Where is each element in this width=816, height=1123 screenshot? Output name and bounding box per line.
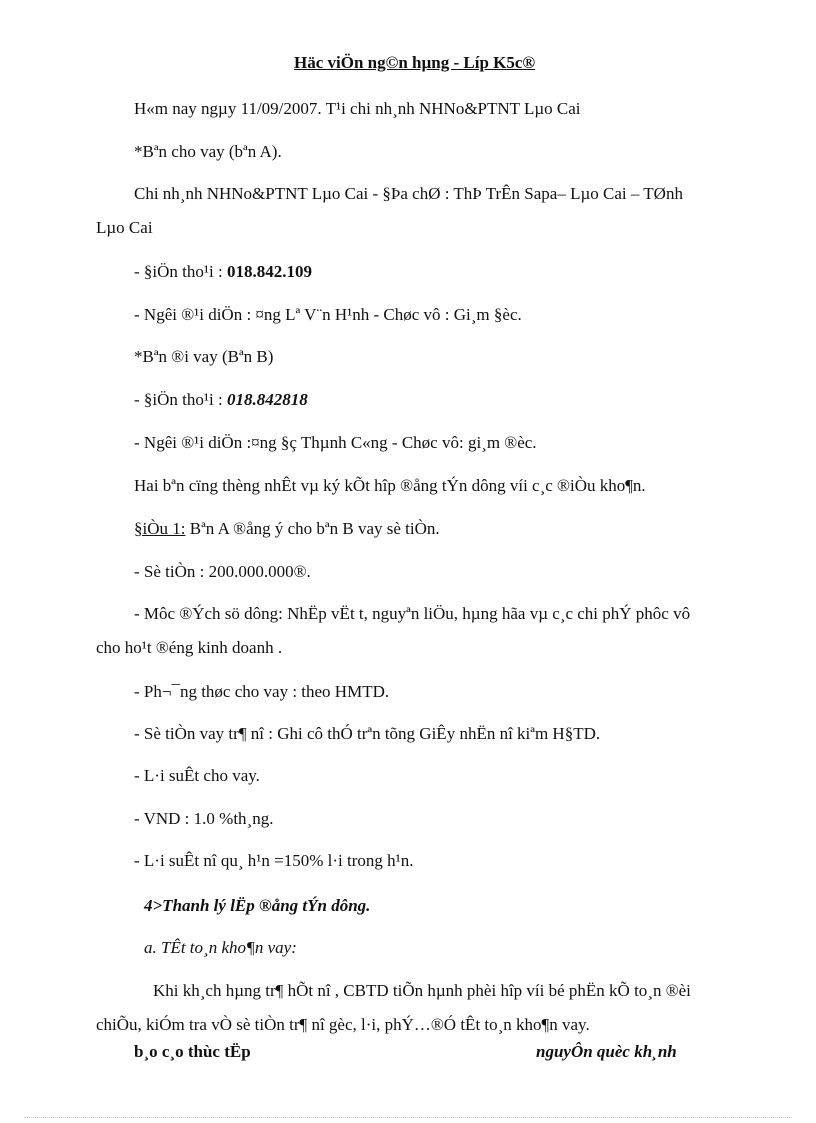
- lender-address-cont: Lµo Cai: [96, 218, 153, 237]
- loan-amount: - Sè tiÒn : 200.000.000®.: [134, 562, 311, 581]
- borrower-phone: [134, 389, 308, 411]
- agreement-statement: Hai bªn cïng thèng nhÊt vµ ký kÕt hîp ®ång tÝn dông víi c¸c ®iÒu kho¶n.: [134, 476, 646, 495]
- subsection-a-heading: a. TÊt to¸n kho¶n vay:: [144, 938, 297, 957]
- footer-report-label: b¸o c¸o thùc tËp: [134, 1042, 251, 1061]
- interest-rate-heading: - L·i suÊt cho vay.: [134, 766, 260, 785]
- section-4-heading: 4>Thanh lý lËp ®ång tÝn dông.: [144, 896, 371, 915]
- settlement-paragraph-cont: chiÕu, kiÓm tra vÒ sè tiÒn tr¶ nî gèc, l·i, phÝ…®Ó tÊt to¸n kho¶n vay.: [96, 1015, 590, 1034]
- article-1-text: Bªn A ®ång ý cho bªn B vay sè tiÒn.: [185, 519, 440, 538]
- footer-divider: [24, 1117, 792, 1118]
- lender-phone-number: 018.842.109: [226, 262, 312, 281]
- lender-heading: *Bªn cho vay (bªn A).: [134, 142, 282, 161]
- lender-phone-label: - §iÖn tho¹i :: [134, 262, 227, 281]
- article-1: [134, 518, 440, 540]
- borrower-representative: - Ngêi ®¹i diÖn :¤ng §ç Thµnh C«ng - Chøc vô: gi¸m ®èc.: [134, 433, 537, 452]
- footer-author-name: nguyÔn quèc kh¸nh: [536, 1042, 677, 1061]
- lender-representative: - Ngêi ®¹i diÖn : ¤ng Lª V¨n H¹nh - Chøc vô : Gi¸m §èc.: [134, 305, 522, 324]
- lender-address: Chi nh¸nh NHNo&PTNT Lµo Cai - §Þa chØ : ThÞ TrÊn Sapa– Lµo Cai – TØnh: [134, 184, 683, 203]
- settlement-paragraph: Khi kh¸ch hµng tr¶ hÕt nî , CBTD tiÕn hµnh phèi hîp víi bé phËn kÕ to¸n ®èi: [153, 981, 691, 1000]
- loan-purpose: - Môc ®Ých sö dông: NhËp vËt t, nguyªn liÖu, hµng hãa vµ c¸c chi phÝ phôc vô: [134, 604, 691, 623]
- paragraph-date: H«m nay ngµy 11/09/2007. T¹i chi nh¸nh NHNo&PTNT Lµo Cai: [134, 99, 581, 118]
- borrower-phone-number: 018.842818: [226, 390, 308, 409]
- borrower-phone-label: - §iÖn tho¹i :: [134, 390, 227, 409]
- page-header: Häc viÖn ng©n hµng - Líp K5c®: [294, 53, 536, 72]
- loan-method: - Ph¬¯ng thøc cho vay : theo HMTD.: [134, 682, 390, 701]
- borrower-heading: *Bªn ®i vay (Bªn B): [134, 347, 274, 366]
- loan-disbursement: - Sè tiÒn vay tr¶ nî : Ghi cô thÓ trªn tõng GiÊy nhËn nî kiªm H§TD.: [134, 724, 601, 743]
- article-1-title: §iÒu 1:: [134, 519, 186, 538]
- interest-rate-vnd: - VND : 1.0 %th¸ng.: [134, 809, 274, 828]
- lender-phone: [134, 261, 312, 283]
- overdue-interest: - L·i suÊt nî qu¸ h¹n =150% l·i trong h¹n.: [134, 851, 414, 870]
- loan-purpose-cont: cho ho¹t ®éng kinh doanh .: [96, 638, 283, 657]
